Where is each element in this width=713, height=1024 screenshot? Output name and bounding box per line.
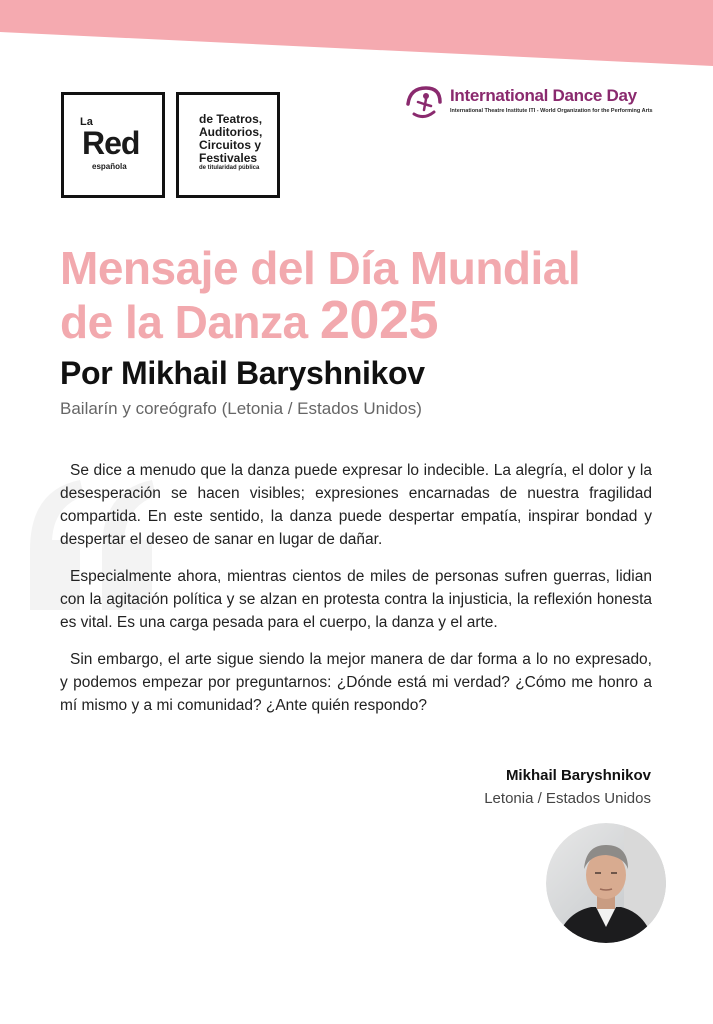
iti-dancer-icon xyxy=(404,84,444,120)
paragraph: Sin embargo, el arte sigue siendo la mejor manera de dar forma a lo no expresado, y podemos empezar por preguntarnos: ¿Dónde está mi verdad? ¿Cómo me honro a mí mismo y a mi comunidad? ¿Ante quién respondo? xyxy=(60,651,652,714)
message-body xyxy=(60,459,652,731)
byline: Por Mikhail Baryshnikov xyxy=(60,355,425,391)
la-red-logo xyxy=(61,92,165,198)
page-title xyxy=(60,242,680,348)
title-line-1: Mensaje del Día Mundial xyxy=(60,242,581,294)
idd-subtitle: International Theatre Institute ITI - World Organization for the Performing Arts xyxy=(450,108,653,114)
la-red-suffix: española xyxy=(92,162,127,171)
title-year: 2025 xyxy=(319,290,439,350)
teatros-line: de Teatros, xyxy=(199,112,263,126)
teatros-small-line: de titularidad pública xyxy=(199,165,260,171)
title-line-2 xyxy=(60,290,680,350)
signature-name: Mikhail Baryshnikov xyxy=(505,767,651,784)
top-pink-band xyxy=(0,0,713,70)
signature-location: Letonia / Estados Unidos xyxy=(484,790,651,807)
paragraph: Especialmente ahora, mientras cientos de miles de personas sufren guerras, lidian con la agitación política y se alzan en protesta contra la injusticia, la reflexión honesta es vital. Es una carga pesada para el cuerpo, la danza y el arte. xyxy=(60,568,652,631)
international-dance-day-logo xyxy=(404,84,664,124)
la-red-prefix: La xyxy=(80,116,93,128)
teatros-line: Circuitos y xyxy=(199,138,262,152)
title-line-2-text: de la Danza xyxy=(60,296,308,348)
la-red-main: Red xyxy=(82,125,140,161)
paragraph: Se dice a menudo que la danza puede expresar lo indecible. La alegría, el dolor y la desesperación se hacen visibles; expresiones encarnadas de nuestra fragilidad compartida. En este sentido, la danza puede despertar empatía, inspirar bondad y despertar el deseo de sanar en lugar de dañar. xyxy=(60,462,652,548)
portrait-photo xyxy=(546,823,666,943)
teatros-logo xyxy=(176,92,280,198)
author-role: Bailarín y coreógrafo (Letonia / Estados Unidos) xyxy=(60,399,422,418)
teatros-line: Festivales xyxy=(199,151,258,165)
idd-title: International Dance Day xyxy=(450,86,637,105)
teatros-line: Auditorios, xyxy=(199,125,263,139)
